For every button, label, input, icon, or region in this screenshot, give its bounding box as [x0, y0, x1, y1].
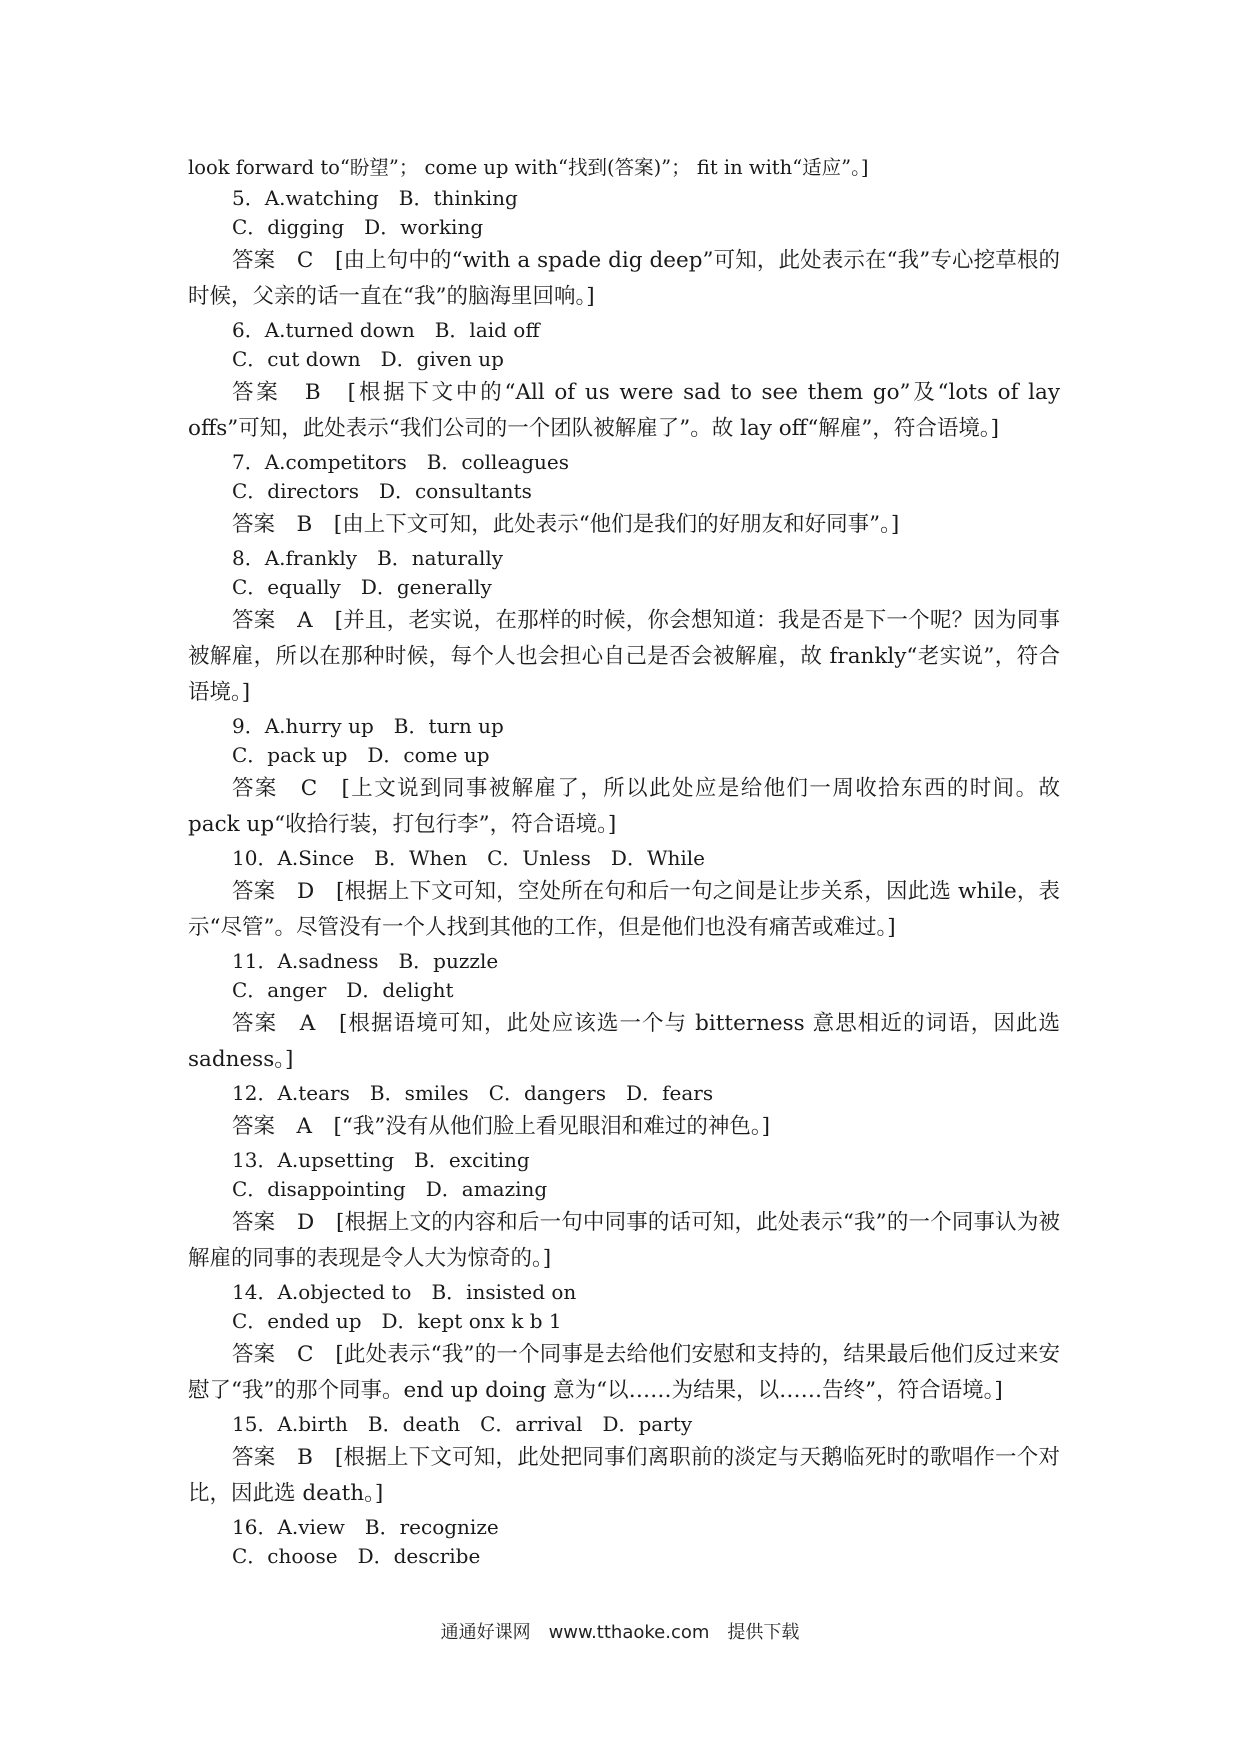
- question-options: C．pack up D．come up: [232, 743, 490, 767]
- answer-explanation: 答案 A [根据语境可知，此处应该选一个与 bitterness 意思相近的词语，因此选 sadness。]: [188, 1011, 1060, 1072]
- question-options: 11．A.sadness B．puzzle: [232, 949, 499, 973]
- question-options: C．ended up D．kept onx k b 1: [232, 1309, 562, 1333]
- question-options: C．digging D．working: [232, 215, 484, 239]
- question-options: C．anger D．delight: [232, 978, 454, 1002]
- question-options: 12．A.tears B．smiles C．dangers D．fears: [232, 1081, 714, 1105]
- question-options: C．cut down D．given up: [232, 347, 504, 371]
- question-options: 9．A.hurry up B．turn up: [232, 714, 504, 738]
- question-options: C．equally D．generally: [232, 575, 492, 599]
- answer-explanation: 答案 B [由上下文可知，此处表示“他们是我们的好朋友和好同事”。]: [232, 512, 900, 537]
- question-options: C．directors D．consultants: [232, 479, 532, 503]
- answer-explanation: 答案 A [并且，老实说，在那样的时候，你会想知道：我是否是下一个呢？因为同事被解雇，所以在那种时候，每个人也会担心自己是否会被解雇，故 frankly“老实说”，符合语境。]: [188, 608, 1060, 705]
- answer-explanation: 答案 D [根据上下文可知，空处所在句和后一句之间是让步关系，因此选 while，表示“尽管”。尽管没有一个人找到其他的工作，但是他们也没有痛苦或难过。]: [188, 879, 1060, 940]
- question-options: 16．A.view B．recognize: [232, 1515, 499, 1539]
- answer-explanation: 答案 C [由上句中的“with a spade dig deep”可知，此处表示在“我”专心挖草根的时候，父亲的话一直在“我”的脑海里回响。]: [188, 248, 1060, 309]
- question-options: C．choose D．describe: [232, 1544, 481, 1568]
- question-options: 8．A.frankly B．naturally: [232, 546, 504, 570]
- question-options: 14．A.objected to B．insisted on: [232, 1280, 577, 1304]
- question-options: 5．A.watching B．thinking: [232, 186, 518, 210]
- explanation-continuation: look forward to“盼望”； come up with“找到(答案)”； fit in with“适应”。]: [188, 156, 869, 179]
- question-options: 6．A.turned down B．laid off: [232, 318, 540, 342]
- answer-explanation: 答案 C [此处表示“我”的一个同事是去给他们安慰和支持的，结果最后他们反过来安慰了“我”的那个同事。end up doing 意为“以……为结果，以……告终”，符合语境。]: [188, 1342, 1060, 1403]
- question-options: 13．A.upsetting B．exciting: [232, 1148, 530, 1172]
- question-options: C．disappointing D．amazing: [232, 1177, 548, 1201]
- page-footer: 通通好课网 www.tthaoke.com 提供下载: [440, 1622, 800, 1643]
- answer-explanation: 答案 D [根据上文的内容和后一句中同事的话可知，此处表示“我”的一个同事认为被解雇的同事的表现是令人大为惊奇的。]: [188, 1210, 1060, 1271]
- answer-key-content: [188, 151, 1082, 1571]
- answer-explanation: 答案 B [根据上下文可知，此处把同事们离职前的淡定与天鹅临死时的歌唱作一个对比，因此选 death。]: [188, 1445, 1060, 1506]
- question-options: 7．A.competitors B．colleagues: [232, 450, 569, 474]
- question-options: 10．A.Since B．When C．Unless D．While: [232, 846, 706, 870]
- question-options: 15．A.birth B．death C．arrival D．party: [232, 1412, 693, 1436]
- answer-explanation: 答案 A [“我”没有从他们脸上看见眼泪和难过的神色。]: [232, 1114, 771, 1139]
- answer-explanation: 答案 C [上文说到同事被解雇了，所以此处应是给他们一周收拾东西的时间。故 pack up“收拾行装，打包行李”，符合语境。]: [188, 776, 1060, 837]
- answer-explanation: 答案 B [根据下文中的“All of us were sad to see them go”及“lots of lay offs”可知，此处表示“我们公司的一个团队被解雇了”。故 lay off“解雇”，符合语境。]: [188, 380, 1082, 441]
